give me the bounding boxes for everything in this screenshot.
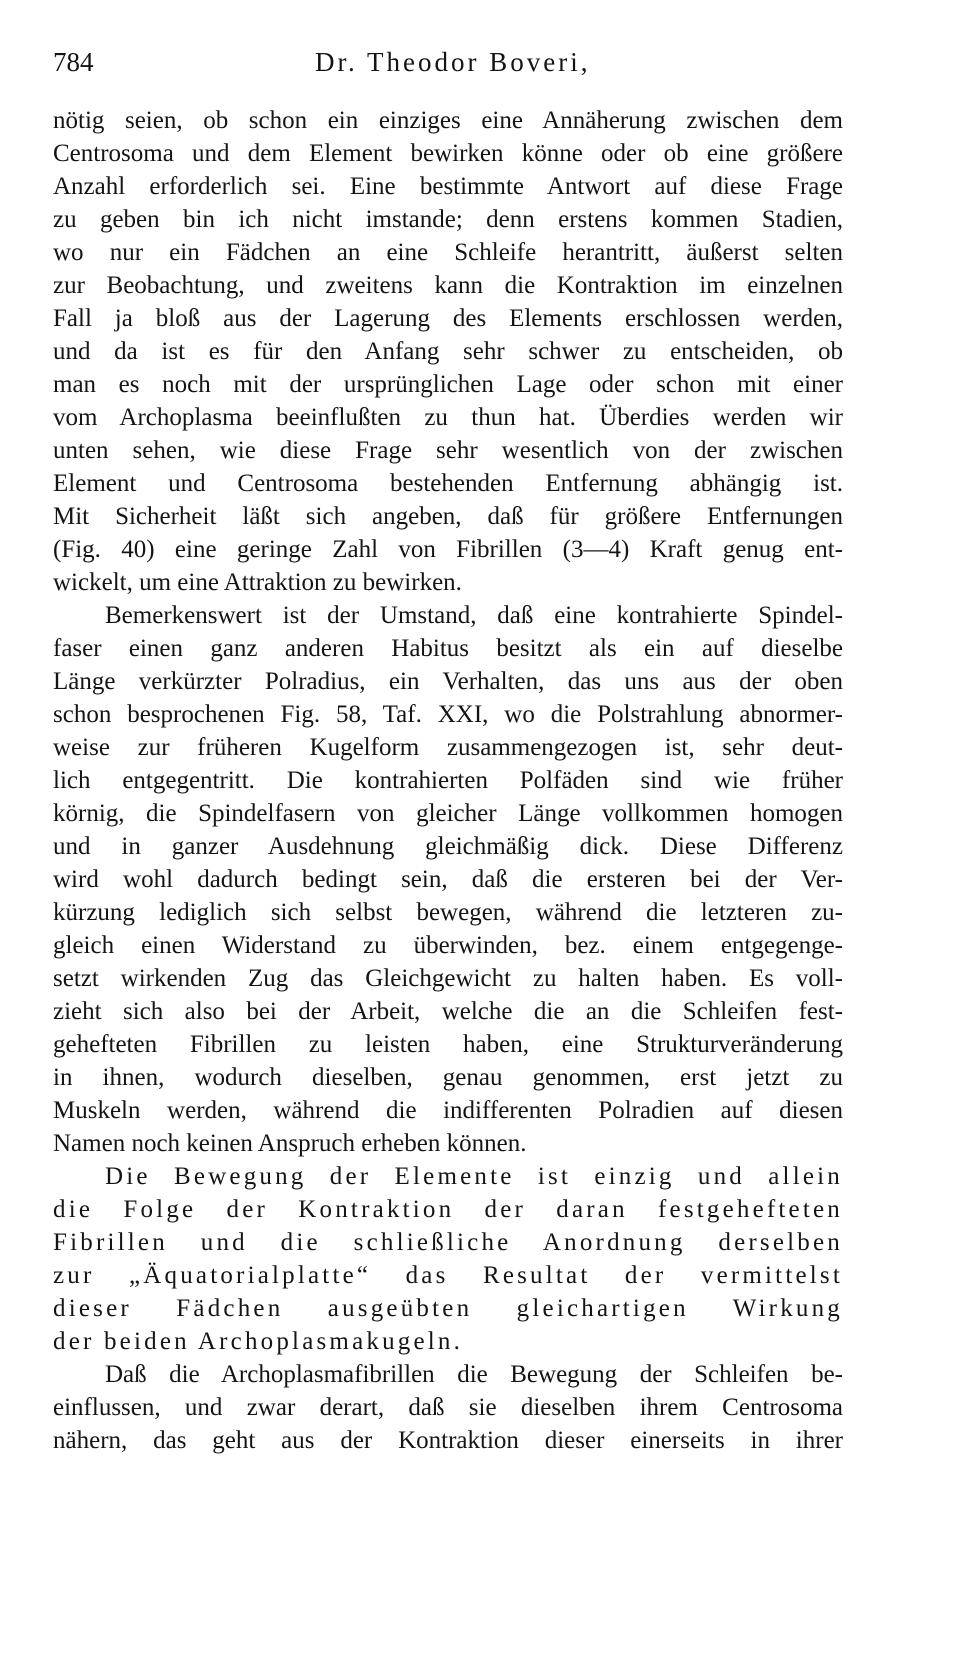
book-page — [53, 40, 843, 1457]
running-head: Dr. Theodor Boveri, — [315, 47, 591, 77]
text-line: zu geben bin ich nicht imstande; denn erstens kommen Stadien, — [53, 206, 843, 233]
text-line: zieht sich also bei der Arbeit, welche die an die Schleifen fest- — [53, 998, 843, 1025]
text-line: Fall ja bloß aus der Lagerung des Elements erschlossen werden, — [53, 305, 843, 332]
text-line: Länge verkürzter Polradius, ein Verhalten, das uns aus der oben — [53, 668, 843, 695]
text-line: in ihnen, wodurch dieselben, genau genommen, erst jetzt zu — [53, 1064, 843, 1091]
text-line: vom Archoplasma beeinflußten zu thun hat. Überdies werden wir — [53, 404, 843, 431]
text-line: Die Bewegung der Elemente ist einzig und allein — [105, 1163, 843, 1190]
page-number: 784 — [53, 47, 94, 77]
paragraph-2 — [53, 599, 843, 1160]
text-line: Element und Centrosoma bestehenden Entfernung abhängig ist. — [53, 470, 843, 497]
text-line: die Folge der Kontraktion der daran festgehefteten — [53, 1196, 843, 1223]
text-line: man es noch mit der ursprünglichen Lage oder schon mit einer — [53, 371, 843, 398]
text-line: (Fig. 40) eine geringe Zahl von Fibrillen (3—4) Kraft genug ent- — [53, 536, 843, 563]
text-line: körnig, die Spindelfasern von gleicher Länge vollkommen homogen — [53, 800, 843, 827]
text-line: faser einen ganz anderen Habitus besitzt als ein auf dieselbe — [53, 635, 843, 662]
paragraph-3-emphasized — [53, 1160, 843, 1358]
text-line: lich entgegentritt. Die kontrahierten Polfäden sind wie früher — [53, 767, 843, 794]
text-line: und in ganzer Ausdehnung gleichmäßig dick. Diese Differenz — [53, 833, 843, 860]
text-line: einflussen, und zwar derart, daß sie dieselben ihrem Centrosoma — [53, 1394, 843, 1421]
text-line: Anzahl erforderlich sei. Eine bestimmte Antwort auf diese Frage — [53, 173, 843, 200]
text-line: zur Beobachtung, und zweitens kann die Kontraktion im einzelnen — [53, 272, 843, 299]
text-line: Mit Sicherheit läßt sich angeben, daß für größere Entfernungen — [53, 503, 843, 530]
text-line: nötig seien, ob schon ein einziges eine Annäherung zwischen dem — [53, 107, 843, 134]
text-line: Centrosoma und dem Element bewirken könne oder ob eine größere — [53, 140, 843, 167]
text-line: wird wohl dadurch bedingt sein, daß die ersteren bei der Ver- — [53, 866, 843, 893]
text-line: wickelt, um eine Attraktion zu bewirken. — [53, 569, 462, 596]
text-line: Daß die Archoplasmafibrillen die Bewegung der Schleifen be- — [105, 1361, 843, 1388]
text-line: dieser Fädchen ausgeübten gleichartigen Wirkung — [53, 1295, 843, 1322]
text-line: und da ist es für den Anfang sehr schwer zu entscheiden, ob — [53, 338, 843, 365]
text-line: Bemerkenswert ist der Umstand, daß eine kontrahierte Spindel- — [105, 602, 843, 629]
text-line: wo nur ein Fädchen an eine Schleife herantritt, äußerst selten — [53, 239, 843, 266]
paragraph-1 — [53, 104, 843, 599]
page-header — [53, 40, 843, 84]
text-line: Fibrillen und die schließliche Anordnung derselben — [53, 1229, 843, 1256]
text-line: gehefteten Fibrillen zu leisten haben, eine Strukturveränderung — [53, 1031, 843, 1058]
body-text — [53, 104, 843, 1457]
text-line: schon besprochenen Fig. 58, Taf. XXI, wo die Polstrahlung abnormer- — [53, 701, 843, 728]
text-line: weise zur früheren Kugelform zusammengezogen ist, sehr deut- — [53, 734, 843, 761]
text-line: der beiden Archoplasmakugeln. — [53, 1328, 464, 1355]
text-line: zur „Äquatorialplatte“ das Resultat der vermittelst — [53, 1262, 843, 1289]
text-line: kürzung lediglich sich selbst bewegen, während die letzteren zu- — [53, 899, 843, 926]
paragraph-4 — [53, 1358, 843, 1457]
text-line: unten sehen, wie diese Frage sehr wesentlich von der zwischen — [53, 437, 843, 464]
text-line: nähern, das geht aus der Kontraktion dieser einerseits in ihrer — [53, 1427, 843, 1454]
text-line: gleich einen Widerstand zu überwinden, bez. einem entgegenge- — [53, 932, 843, 959]
text-line: Muskeln werden, während die indifferenten Polradien auf diesen — [53, 1097, 843, 1124]
text-line: setzt wirkenden Zug das Gleichgewicht zu halten haben. Es voll- — [53, 965, 843, 992]
text-line: Namen noch keinen Anspruch erheben können. — [53, 1130, 527, 1157]
